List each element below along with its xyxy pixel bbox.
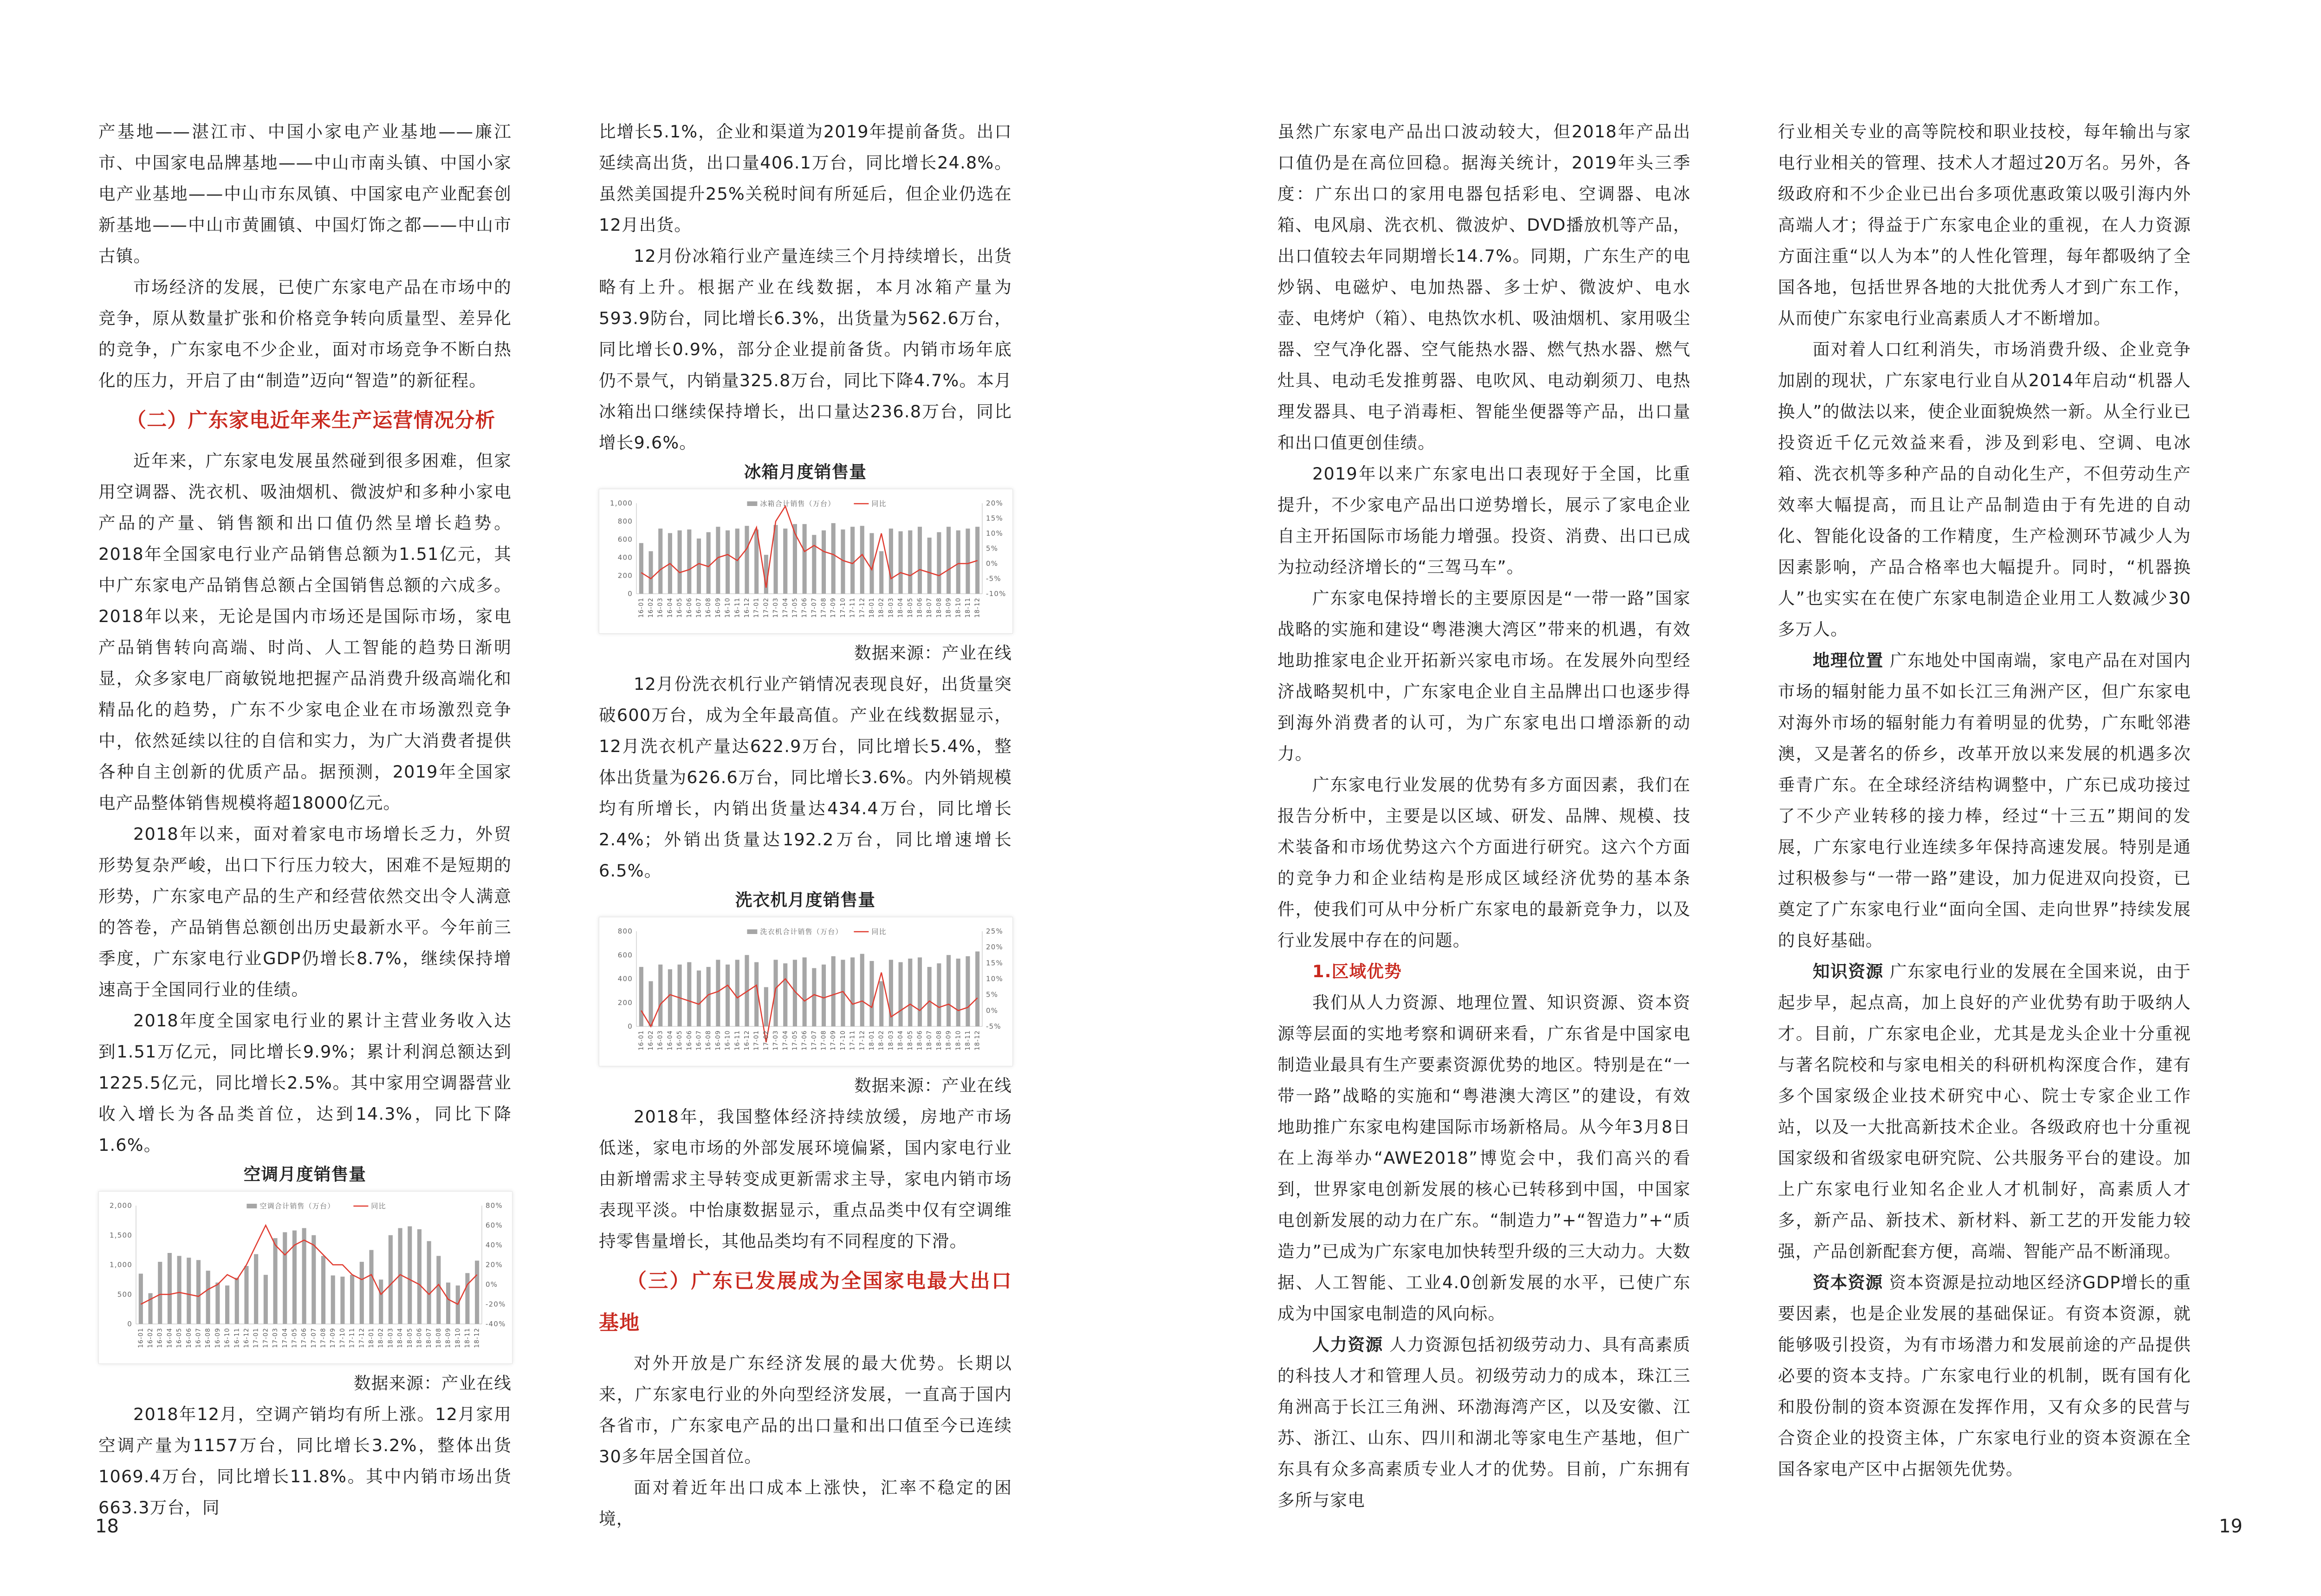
x-tick-label: 17-02 xyxy=(262,1328,270,1348)
x-tick-label: 18-03 xyxy=(888,597,895,618)
bar xyxy=(475,1261,479,1324)
x-tick-label: 17-09 xyxy=(830,597,837,618)
bar xyxy=(350,1275,354,1324)
bar xyxy=(139,1274,143,1324)
section-heading: （三）广东已发展成为全国家电最大出口基地 xyxy=(599,1270,1012,1335)
x-tick-label: 17-02 xyxy=(763,597,770,618)
paragraph: 2018年以来，面对着家电市场增长乏力，外贸形势复杂严峻，出口下行压力较大，困难不是短期的形势，广东家电产品的生产和经营依然交出令人满意的答卷，产品销售总额创出历史最新水平。今年前三季度，广东家电行业GDP仍增长8.7%，继续保持增速高于全国同行业的佳绩。 xyxy=(98,824,512,999)
x-tick-label: 16-11 xyxy=(233,1328,241,1348)
paragraph xyxy=(1778,645,2191,956)
bar xyxy=(774,960,778,1027)
bar xyxy=(340,1277,344,1324)
bar xyxy=(687,530,691,594)
y2-tick-label: -5% xyxy=(986,1022,1001,1031)
bar xyxy=(379,1279,383,1324)
paragraph: 近年来，广东家电发展虽然碰到很多困难，但家用空调器、洗衣机、吸油烟机、微波炉和多种小家电产品的产量、销售额和出口值仍然呈增长趋势。2018年全国家电行业产品销售总额为1.51亿元，其中广东家电产品销售总额占全国销售总额的六成多。2018年以来，无论是国内市场还是国际市场，家电产品销售转向高端、时尚、人工智能的趋势日渐明显，众多家电厂商敏锐地把握产品消费升级高端化和精品化的趋势，广东不少家电企业在市场激烈竞争中，依然延续以往的自信和实力，为广大消费者提供各种自主创新的优质产品。据预测，2019年全国家电产品整体销售规模将超18000亿元。 xyxy=(98,451,512,813)
bar xyxy=(869,961,874,1026)
paragraph: 12月份洗衣机行业产销情况表现良好，出货量突破600万台，成为全年最高值。产业在线数据显示，12月洗衣机产量达622.9万台，同比增长5.4%，整体出货量为626.6万台，同比增长3.6%。内外销规模均有所增长，内销出货量达434.4万台，同比增长2.4%；外销出货量达192.2万台，同比增速增长6.5%。 xyxy=(599,674,1012,881)
bar xyxy=(956,959,960,1026)
bar xyxy=(716,960,720,1027)
y2-tick-label: 25% xyxy=(986,927,1003,935)
x-tick-label: 17-01 xyxy=(753,597,760,618)
bar xyxy=(697,971,701,1026)
bar xyxy=(427,1241,431,1324)
x-tick-label: 18-05 xyxy=(406,1328,414,1348)
x-tick-label: 16-10 xyxy=(224,1328,231,1348)
x-tick-label: 17-12 xyxy=(358,1328,366,1348)
bar xyxy=(937,532,941,594)
bar xyxy=(177,1256,182,1324)
paragraph: 比增长5.1%，企业和渠道为2019年提前备货。出口延续高出货，出口量406.1万台，同比增长24.8%。虽然美国提升25%关税时间有所延后，但企业仍选在12月出货。 xyxy=(599,122,1012,235)
bar xyxy=(148,1293,152,1324)
x-tick-label: 18-04 xyxy=(897,1030,905,1051)
y-tick-label: 0 xyxy=(127,1320,132,1328)
bar xyxy=(244,1266,248,1324)
chart-source: 数据来源：产业在线 xyxy=(854,1076,1012,1096)
x-tick-label: 16-07 xyxy=(695,597,703,618)
bar xyxy=(465,1273,469,1324)
x-tick-label: 18-10 xyxy=(955,1030,962,1051)
chart-source: 数据来源：产业在线 xyxy=(353,1373,512,1393)
y-tick-label: 1,000 xyxy=(610,499,633,507)
bar xyxy=(975,952,979,1026)
x-tick-label: 17-03 xyxy=(272,1328,279,1348)
legend-label: 同比 xyxy=(371,1202,386,1210)
x-tick-label: 18-09 xyxy=(945,597,953,618)
x-tick-label: 16-07 xyxy=(695,1030,703,1051)
bar xyxy=(678,965,682,1026)
section-heading: （二）广东家电近年来生产运营情况分析 xyxy=(126,409,496,432)
column-4 xyxy=(1778,116,2191,1485)
bar xyxy=(745,526,749,594)
bar xyxy=(822,531,826,594)
page-number-left: 18 xyxy=(95,1516,119,1537)
bar xyxy=(408,1226,412,1324)
bar xyxy=(283,1232,287,1324)
bar xyxy=(966,529,970,594)
x-tick-label: 16-09 xyxy=(714,597,722,618)
x-tick-label: 18-04 xyxy=(897,597,905,618)
yoy-line xyxy=(141,1226,477,1304)
bar xyxy=(264,1275,268,1324)
bar xyxy=(879,551,883,594)
lead-term: 地理位置 xyxy=(1813,650,1884,670)
bar xyxy=(947,955,951,1026)
bar xyxy=(908,531,912,594)
x-tick-label: 18-08 xyxy=(935,597,943,618)
x-tick-label: 17-11 xyxy=(849,597,856,618)
y-tick-label: 200 xyxy=(617,571,633,580)
bar xyxy=(831,956,836,1026)
y-tick-label: 600 xyxy=(617,535,633,544)
y2-tick-label: -20% xyxy=(486,1300,506,1309)
chart-aircon-svg xyxy=(99,1192,512,1363)
x-tick-label: 18-03 xyxy=(387,1328,395,1348)
bar xyxy=(803,957,807,1026)
y2-tick-label: 5% xyxy=(986,544,998,553)
bar xyxy=(812,535,816,594)
y2-tick-label: 5% xyxy=(986,990,998,999)
bar xyxy=(927,538,932,594)
bar xyxy=(707,532,711,594)
y-tick-label: 800 xyxy=(617,517,633,526)
x-tick-label: 18-06 xyxy=(916,597,924,618)
legend-label: 空调合计销售（万台） xyxy=(259,1202,335,1210)
bar xyxy=(196,1260,201,1324)
x-tick-label: 16-05 xyxy=(176,1328,183,1348)
paragraph: 行业相关专业的高等院校和职业技校，每年输出与家电行业相关的管理、技术人才超过20万名。另外，各级政府和不少企业已出台多项优惠政策以吸引海内外高端人才；得益于广东家电企业的重视，在人力资源方面注重“以人为本”的人性化管理，每年都吸纳了全国各地，包括世界各地的大批优秀人才到广东工作，从而使广东家电行业高素质人才不断增加。 xyxy=(1778,122,2191,328)
bar xyxy=(716,527,720,594)
x-tick-label: 16-12 xyxy=(743,1030,751,1051)
x-tick-label: 18-07 xyxy=(426,1328,433,1348)
y2-tick-label: 40% xyxy=(486,1241,503,1249)
y2-tick-label: 0% xyxy=(486,1280,498,1289)
bar xyxy=(187,1258,191,1324)
x-tick-label: 16-09 xyxy=(214,1328,221,1348)
x-tick-label: 16-07 xyxy=(195,1328,202,1348)
x-tick-label: 18-09 xyxy=(945,1030,953,1051)
x-tick-label: 16-02 xyxy=(147,1328,155,1348)
y2-tick-label: 60% xyxy=(486,1221,503,1230)
y2-tick-label: -5% xyxy=(986,574,1001,583)
y-tick-label: 0 xyxy=(628,1022,633,1031)
x-tick-label: 17-03 xyxy=(772,597,780,618)
bar xyxy=(436,1256,441,1324)
x-tick-label: 16-06 xyxy=(185,1328,193,1348)
y2-tick-label: 0% xyxy=(986,559,998,568)
x-tick-label: 16-12 xyxy=(743,597,751,618)
y2-tick-label: 20% xyxy=(486,1260,503,1269)
y-tick-label: 800 xyxy=(617,927,633,935)
bar xyxy=(697,538,701,594)
y2-tick-label: 20% xyxy=(986,499,1003,507)
x-tick-label: 17-10 xyxy=(339,1328,346,1348)
yoy-line xyxy=(641,506,977,588)
y2-tick-label: -40% xyxy=(486,1320,506,1328)
lead-term: 人力资源 xyxy=(1312,1335,1383,1355)
y2-tick-label: 15% xyxy=(986,959,1003,967)
x-tick-label: 18-01 xyxy=(368,1328,376,1348)
chart-title: 空调月度销售量 xyxy=(243,1164,367,1184)
x-tick-label: 18-03 xyxy=(888,1030,895,1051)
column-1 xyxy=(98,116,512,1523)
x-tick-label: 16-03 xyxy=(657,597,664,618)
bar xyxy=(678,531,682,594)
y2-tick-label: -10% xyxy=(986,590,1006,598)
bar xyxy=(956,531,960,594)
bar xyxy=(158,1262,162,1324)
paragraph-text: 广东家电行业的发展在全国来说，由于起步早，起点高，加上良好的产业优势有助于吸纳人才。目前，广东家电企业，尤其是龙头企业十分重视与著名院校和与家电相关的科研机构深度合作，建有多个国家级企业技术研究中心、院士专家企业工作站，以及一大批高新技术企业。各级政府也十分重视国家级和省级家电研究院、公共服务平台的建设。加上广东家电行业知名企业人才机制好，高素质人才多，新产品、新技术、新材料、新工艺的开发能力较强，产品创新配套方便，高端、智能产品不断涌现。 xyxy=(1778,961,2191,1261)
paragraph: 面对着人口红利消失，市场消费升级、企业竞争加剧的现状，广东家电行业自从2014年启动“机器人换人”的做法以来，使企业面貌焕然一新。从全行业已投资近千亿元效益来看，涉及到彩电、空调、电冰箱、洗衣机等多种产品的自动化生产，不但劳动生产效率大幅提高，而且让产品制造由于有先进的自动化、智能化设备的工作精度，生产检测环节减少人为因素影响，产品合格率也大幅提升。同时，“机器换人”也实实在在使广东家电制造企业用工人数减少30多万人。 xyxy=(1778,339,2191,639)
paragraph: 虽然广东家电产品出口波动较大，但2018年产品出口值仍是在高位回稳。据海关统计，2019年头三季度：广东出口的家用电器包括彩电、空调器、电冰箱、电风扇、洗衣机、微波炉、DVD播放机等产品，出口值较去年同期增长14.7%。同期，广东生产的电炒锅、电磁炉、电加热器、多士炉、微波炉、电水壶、电烤炉（箱）、电热饮水机、吸油烟机、家用吸尘器、空气净化器、空气能热水器、燃气热水器、燃气灶具、电动毛发推剪器、电吹风、电动剃须刀、电热理发器具、电子消毒柜、智能坐便器等产品，出口量和出口值更创佳绩。 xyxy=(1277,122,1691,453)
y-tick-label: 400 xyxy=(617,553,633,562)
y-tick-label: 0 xyxy=(628,590,633,598)
x-tick-label: 18-11 xyxy=(964,597,972,618)
x-tick-label: 18-06 xyxy=(916,1030,924,1051)
legend-label: 同比 xyxy=(871,500,887,508)
x-tick-label: 18-08 xyxy=(935,1030,943,1051)
x-tick-label: 18-01 xyxy=(869,597,876,618)
bar xyxy=(726,531,730,594)
chart-title: 冰箱月度销售量 xyxy=(744,462,867,482)
bar xyxy=(783,529,787,594)
x-tick-label: 17-06 xyxy=(801,1030,809,1051)
x-tick-label: 17-06 xyxy=(801,597,809,618)
x-tick-label: 17-10 xyxy=(839,1030,847,1051)
paragraph: 广东家电行业发展的优势有多方面因素，我们在报告分析中，主要是以区域、研发、品牌、规模、技术装备和市场优势这六个方面进行研究。这六个方面的竞争力和企业结构是形成区域经济优势的基本条件，使我们可从中分析广东家电的最新竞争力，以及行业发展中存在的问题。 xyxy=(1277,775,1691,950)
y-tick-label: 1,500 xyxy=(110,1231,132,1239)
bar xyxy=(235,1278,239,1324)
bar xyxy=(947,527,951,594)
paragraph: 我们从人力资源、地理位置、知识资源、资本资源等层面的实地考察和调研来看，广东省是中国家电制造业最具有生产要素资源优势的地区。特别是在“一带一路”战略的实施和“粤港澳大湾区”的建设，有效地助推广东家电构建国际市场新格局。从今年3月8日在上海举办“AWE2018”博览会中，我们高兴的看到，世界家电创新发展的核心已转移到中国，中国家电创新发展的动力在广东。“制造力”+“智造力”+“质造力”已成为广东家电加快转型升级的三大动力。大数据、人工智能、工业4.0创新发展的水平，已使广东成为中国家电制造的风向标。 xyxy=(1277,993,1691,1324)
x-tick-label: 17-11 xyxy=(349,1328,356,1348)
bar xyxy=(446,1283,450,1324)
bar xyxy=(417,1229,421,1324)
legend-label: 冰箱合计销售（万台） xyxy=(760,500,836,508)
chart-title: 洗衣机月度销售量 xyxy=(735,890,876,910)
x-tick-label: 17-10 xyxy=(839,597,847,618)
x-tick-label: 17-07 xyxy=(810,1030,818,1051)
x-tick-label: 18-11 xyxy=(464,1328,471,1348)
x-tick-label: 17-08 xyxy=(820,597,828,618)
y-tick-label: 200 xyxy=(617,998,633,1007)
x-tick-label: 16-04 xyxy=(667,597,674,618)
x-tick-label: 18-10 xyxy=(454,1328,462,1348)
bar xyxy=(831,523,836,594)
x-tick-label: 16-02 xyxy=(648,1030,655,1051)
x-tick-label: 17-09 xyxy=(330,1328,337,1348)
paragraph-text: 资本资源是拉动地区经济GDP增长的重要因素，也是企业发展的基础保证。有资本资源，就能够吸引投资，为有市场潜力和发展前途的产品提供必要的资本支持。广东家电行业的机制，既有国有化和股份制的资本资源在发挥作用，又有众多的民营与合资企业的投资主体，广东家电行业的资本资源在全国各家电产区中占据领先优势。 xyxy=(1778,1272,2191,1479)
x-tick-label: 16-06 xyxy=(686,1030,693,1051)
bar xyxy=(273,1238,278,1324)
bar xyxy=(302,1228,306,1324)
bar xyxy=(850,957,855,1026)
bar xyxy=(639,543,643,594)
chart-washer xyxy=(599,917,1013,1066)
x-tick-label: 18-11 xyxy=(964,1030,972,1051)
x-tick-label: 18-07 xyxy=(926,597,934,618)
bar xyxy=(687,962,691,1026)
x-tick-label: 17-09 xyxy=(830,1030,837,1051)
x-tick-label: 17-01 xyxy=(253,1328,260,1348)
y2-tick-label: 10% xyxy=(986,974,1003,983)
paragraph: 2018年度全国家电行业的累计主营业务收入达到1.51万亿元，同比增长9.9%；累计利润总额达到1225.5亿元，同比增长2.5%。其中家用空调器营业收入增长为各品类首位，达到14.3%，同比下降1.6%。 xyxy=(98,1011,512,1155)
bar xyxy=(735,960,739,1027)
y-tick-label: 400 xyxy=(617,974,633,983)
x-tick-label: 16-08 xyxy=(705,597,713,618)
y-tick-label: 600 xyxy=(617,951,633,960)
bar xyxy=(783,963,787,1026)
paragraph xyxy=(1778,1267,2191,1485)
x-tick-label: 18-04 xyxy=(397,1328,404,1348)
bar xyxy=(918,957,922,1026)
legend-label: 同比 xyxy=(871,928,887,936)
bar xyxy=(860,526,864,594)
x-tick-label: 17-12 xyxy=(859,1030,866,1051)
x-tick-label: 18-07 xyxy=(926,1030,934,1051)
bar xyxy=(803,524,807,594)
x-tick-label: 16-04 xyxy=(166,1328,174,1348)
y2-tick-label: 20% xyxy=(986,943,1003,952)
x-tick-label: 18-02 xyxy=(377,1328,385,1348)
x-tick-label: 18-01 xyxy=(869,1030,876,1051)
x-tick-label: 18-02 xyxy=(878,597,885,618)
x-tick-label: 16-02 xyxy=(648,597,655,618)
y2-tick-label: 10% xyxy=(986,529,1003,538)
lead-term: 知识资源 xyxy=(1813,961,1884,981)
bar xyxy=(918,527,922,594)
x-tick-label: 17-04 xyxy=(782,597,789,618)
bar xyxy=(937,963,941,1026)
x-tick-label: 16-06 xyxy=(686,597,693,618)
bar xyxy=(215,1283,220,1324)
x-tick-label: 16-12 xyxy=(243,1328,250,1348)
paragraph: 12月份冰箱行业产量连续三个月持续增长，出货略有上升。根据产业在线数据，本月冰箱产量为593.9防台，同比增长6.3%，出货量为562.6万台，同比增长0.9%，部分企业提前备货。内销市场年底仍不景气，内销量325.8万台，同比下降4.7%。本月冰箱出口继续保持增长，出口量达236.8万台，同比增长9.6%。 xyxy=(599,246,1012,453)
paragraph: 2018年12月，空调产销均有所上涨。12月家用空调产量为1157万台，同比增长3.2%，整体出货1069.4万台，同比增长11.8%。其中内销市场出货663.3万台，同 xyxy=(98,1404,512,1518)
subsection-heading: 1.区域优势 xyxy=(1312,961,1402,981)
y-tick-label: 1,000 xyxy=(110,1260,132,1269)
bar xyxy=(168,1253,172,1324)
paragraph-text: 广东地处中国南端，家电产品在对国内市场的辐射能力虽不如长江三角洲产区，但广东家电对海外市场的辐射能力有着明显的优势，广东毗邻港澳，又是著名的侨乡，改革开放以来发展的机遇多次垂青广东。在全球经济结构调整中，广东已成功接过了不少产业转移的接力棒，经过“十三五”期间的发展，广东家电行业连续多年保持高速发展。特别是通过积极参与“一带一路”建设，加力促进双向投资，已奠定了广东家电行业“面向全国、走向世界”持续发展的良好基础。 xyxy=(1778,650,2191,950)
bar xyxy=(908,959,912,1026)
x-tick-label: 17-11 xyxy=(849,1030,856,1051)
x-tick-label: 18-12 xyxy=(974,1030,981,1051)
bar xyxy=(648,551,653,594)
paragraph: 2018年，我国整体经济持续放缓，房地产市场低迷，家电市场的外部发展环境偏紧，国内家电行业由新增需求主导转变成更新需求主导，家电内销市场表现平淡。中怡康数据显示，重点品类中仅有空调维持零售量增长，其他品类均有不同程度的下滑。 xyxy=(599,1107,1012,1251)
paragraph: 对外开放是广东经济发展的最大优势。长期以来，广东家电行业的外向型经济发展，一直高于国内各省市，广东家电产品的出口量和出口值至今已连续30多年居全国首位。 xyxy=(599,1353,1012,1466)
bar xyxy=(658,965,662,1026)
bar xyxy=(369,1250,373,1324)
x-tick-label: 16-08 xyxy=(705,1030,713,1051)
y-tick-label: 500 xyxy=(117,1290,132,1299)
bar xyxy=(822,965,826,1026)
chart-fridge-svg xyxy=(599,489,1012,633)
x-tick-label: 18-12 xyxy=(473,1328,481,1348)
x-tick-label: 17-08 xyxy=(320,1328,327,1348)
x-tick-label: 18-08 xyxy=(435,1328,442,1348)
x-tick-label: 16-11 xyxy=(734,597,741,618)
bar xyxy=(726,965,730,1026)
x-tick-label: 16-01 xyxy=(638,597,645,618)
x-tick-label: 18-12 xyxy=(974,597,981,618)
x-tick-label: 18-09 xyxy=(445,1328,452,1348)
bar xyxy=(899,531,903,594)
column-2 xyxy=(599,116,1012,1534)
x-tick-label: 16-05 xyxy=(676,1030,684,1051)
bar xyxy=(254,1254,258,1324)
legend-swatch-bar xyxy=(747,929,757,934)
x-tick-label: 18-02 xyxy=(878,1030,885,1051)
x-tick-label: 17-04 xyxy=(782,1030,789,1051)
bar xyxy=(639,967,643,1026)
x-tick-label: 17-12 xyxy=(859,597,866,618)
y2-tick-label: 0% xyxy=(986,1006,998,1015)
x-tick-label: 17-05 xyxy=(791,597,799,618)
x-tick-label: 16-01 xyxy=(638,1030,645,1051)
bar xyxy=(850,527,855,594)
x-tick-label: 16-09 xyxy=(714,1030,722,1051)
x-tick-label: 18-05 xyxy=(907,597,914,618)
chart-aircon xyxy=(98,1191,512,1364)
legend-swatch-bar xyxy=(747,501,757,506)
x-tick-label: 17-07 xyxy=(310,1328,318,1348)
bar xyxy=(311,1235,316,1324)
legend-swatch-bar xyxy=(246,1204,257,1208)
paragraph: 广东家电保持增长的主要原因是“一带一路”国家战略的实施和建设“粤港澳大湾区”带来的机遇，有效地助推家电企业开拓新兴家电市场。在发展外向型经济战略契机中，广东家电企业自主品牌出口也逐步得到海外消费者的认可，为广东家电出口增添新的动力。 xyxy=(1277,588,1691,764)
x-tick-label: 16-08 xyxy=(205,1328,212,1348)
paragraph: 面对着近年出口成本上涨快，汇率不稳定的困境， xyxy=(599,1478,1012,1529)
paragraph xyxy=(1778,956,2191,1267)
paragraph-text: 人力资源包括初级劳动力、具有高素质的科技人才和管理人员。初级劳动力的成本，珠江三角洲高于长江三角洲、环渤海湾产区，以及安徽、江苏、浙江、山东、四川和湖北等家电生产基地，但广东具有众多高素质专业人才的优势。目前，广东拥有多所与家电 xyxy=(1277,1335,1691,1510)
x-tick-label: 17-01 xyxy=(753,1030,760,1051)
x-tick-label: 16-10 xyxy=(724,1030,732,1051)
bar xyxy=(658,529,662,594)
chart-source: 数据来源：产业在线 xyxy=(854,643,1012,663)
bar xyxy=(331,1275,335,1324)
bar xyxy=(321,1256,325,1324)
bar xyxy=(879,981,883,1026)
bar xyxy=(389,1235,393,1324)
x-tick-label: 16-03 xyxy=(657,1030,664,1051)
x-tick-label: 17-03 xyxy=(772,1030,780,1051)
page-number-right: 19 xyxy=(2219,1516,2243,1537)
bar xyxy=(764,987,768,1026)
x-tick-label: 16-04 xyxy=(667,1030,674,1051)
x-tick-label: 16-03 xyxy=(156,1328,164,1348)
bar xyxy=(225,1285,229,1324)
column-3 xyxy=(1277,116,1691,1516)
bar xyxy=(927,967,932,1026)
x-tick-label: 17-06 xyxy=(301,1328,308,1348)
y2-tick-label: 80% xyxy=(486,1201,503,1210)
bar xyxy=(899,962,903,1026)
paragraph: 2019年以来广东家电出口表现好于全国，比重提升，不少家电产品出口逆势增长，展示了家电企业自主开拓国际市场能力增强。投资、消费、出口已成为拉动经济增长的“三驾马车”。 xyxy=(1277,464,1691,577)
chart-washer-svg xyxy=(599,917,1012,1066)
x-tick-label: 17-02 xyxy=(763,1030,770,1051)
y2-tick-label: 15% xyxy=(986,514,1003,523)
bar xyxy=(668,969,672,1026)
bar xyxy=(860,954,864,1026)
legend-label: 洗衣机合计销售（万台） xyxy=(760,928,843,936)
paragraph xyxy=(1277,1329,1691,1516)
x-tick-label: 17-04 xyxy=(281,1328,289,1348)
bar xyxy=(966,956,970,1026)
bar xyxy=(206,1271,210,1324)
bar xyxy=(889,529,893,594)
y-tick-label: 2,000 xyxy=(110,1201,132,1210)
x-tick-label: 16-01 xyxy=(137,1328,145,1348)
paragraph: 市场经济的发展，已使广东家电产品在市场中的竞争，原从数量扩张和价格竞争转向质量型、差异化的竞争，广东家电不少企业，面对市场竞争不断白热化的压力，开启了由“制造”迈向“智造”的新征程。 xyxy=(98,277,512,390)
bar xyxy=(812,968,816,1026)
x-tick-label: 17-08 xyxy=(820,1030,828,1051)
x-tick-label: 16-10 xyxy=(724,597,732,618)
bar xyxy=(360,1262,364,1324)
chart-fridge xyxy=(599,489,1013,634)
x-tick-label: 16-05 xyxy=(676,597,684,618)
x-tick-label: 17-05 xyxy=(291,1328,298,1348)
paragraph: 产基地——湛江市、中国小家电产业基地——廉江市、中国家电品牌基地——中山市南头镇、中国小家电产业基地——中山市东凤镇、中国家电产业配套创新基地——中山市黄圃镇、中国灯饰之都——中山市古镇。 xyxy=(98,122,512,266)
x-tick-label: 18-05 xyxy=(907,1030,914,1051)
x-tick-label: 18-06 xyxy=(416,1328,423,1348)
bar xyxy=(648,981,653,1026)
x-tick-label: 16-11 xyxy=(734,1030,741,1051)
x-tick-label: 17-05 xyxy=(791,1030,799,1051)
x-tick-label: 17-07 xyxy=(810,597,818,618)
lead-term: 资本资源 xyxy=(1813,1272,1883,1292)
bar xyxy=(975,527,979,594)
x-tick-label: 18-10 xyxy=(955,597,962,618)
